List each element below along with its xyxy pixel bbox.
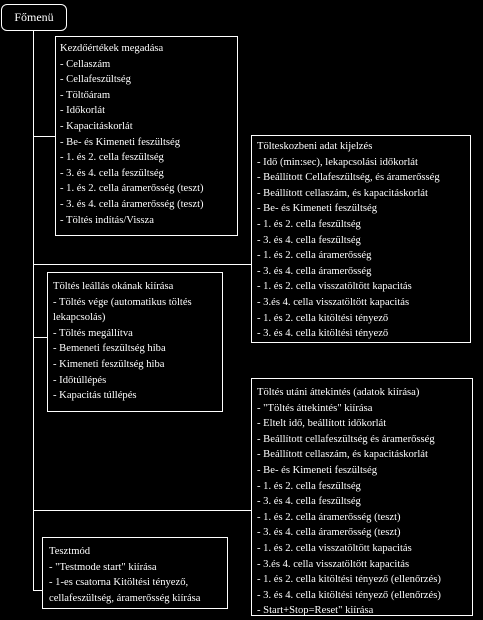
list-item: - "Töltés áttekintés" kiírása — [257, 402, 373, 414]
connector-init — [33, 136, 55, 137]
list-item: - 1-es csatorna Kitöltési tényező, — [49, 577, 189, 589]
list-item: - Start+Stop=Reset" kiírása — [257, 605, 374, 616]
box-during-charge-title: Tölteskozbeni adat kijelzés — [257, 141, 373, 152]
list-item: - Kapacitás túllépés — [53, 390, 137, 402]
list-item: - Kimeneti feszültség hiba — [53, 358, 165, 370]
trunk-line — [33, 31, 34, 591]
box-stop-reason-title: Töltés leállás okának kiírása — [53, 281, 174, 292]
list-item: - 3. és 4. cella áramerősség (teszt) — [60, 198, 204, 210]
box-during-charge — [251, 135, 471, 343]
list-item: - Töltés indítás/Vissza — [60, 214, 154, 226]
connector-stop — [33, 337, 47, 338]
root-node-fomenu: Főmenü — [1, 4, 67, 31]
list-item: - 1. és 2. cella áramerősség — [257, 250, 372, 262]
connector-during — [33, 264, 251, 265]
list-item: - 1. és 2. cella kitöltési tényező (ellenőrzés) — [257, 574, 441, 586]
list-item: - Be- és Kimeneti feszültség — [257, 203, 378, 215]
list-item: - 1. és 2. cella feszültség — [257, 218, 361, 230]
list-item: - Időtúllépés — [53, 374, 107, 386]
box-test-mode-title: Tesztmód — [49, 546, 91, 557]
box-test-mode — [42, 537, 228, 609]
list-item: - "Testmode start" kiírása — [49, 561, 157, 573]
list-item: - 1. és 2. cella feszültség — [257, 480, 361, 492]
list-item: - 3. és 4. cella áramerősség (teszt) — [257, 527, 401, 539]
box-initial-values — [55, 36, 238, 236]
list-item: - Eltelt idő, beállított időkorlát — [257, 418, 387, 430]
list-item: - Be- és Kimeneti feszültség — [60, 136, 181, 148]
list-item: - 3. és 4. cella feszültség — [60, 167, 164, 179]
list-item: lekapcsolás) — [53, 312, 106, 324]
connector-after — [33, 510, 251, 511]
list-item: - Bemeneti feszültség hiba — [53, 343, 166, 355]
list-item: - 3. és 4. cella feszültség — [257, 234, 361, 246]
list-item: - Cellafeszültség — [60, 74, 131, 86]
list-item: - Időkorlát — [60, 105, 106, 117]
list-item: - 3.és 4. cella visszatöltött kapacitás — [257, 558, 410, 570]
list-item: - 3. és 4. cella kitöltési tényező — [257, 328, 389, 340]
box-after-charge-title: Töltés utáni áttekintés (adatok kiírása) — [257, 387, 420, 398]
list-item: cellafeszültség, áramerősség kiírása — [49, 592, 201, 604]
list-item: - 3. és 4. cella áramerősség — [257, 265, 372, 277]
list-item: - Beállított Cellafeszültség, és áramerősség — [257, 172, 440, 184]
connector-test — [33, 590, 42, 591]
box-after-charge — [251, 378, 473, 616]
list-item: - 3.és 4. cella visszatöltött kapacitás — [257, 296, 410, 308]
box-stop-reason — [47, 272, 223, 412]
box-initial-values-title: Kezdőértékek megadása — [60, 43, 164, 54]
list-item: - Töltőáram — [60, 89, 111, 101]
list-item: - 1. és 2. cella áramerősség (teszt) — [257, 511, 401, 523]
list-item: - 1. és 2. cella kitöltési tényező — [257, 312, 389, 324]
list-item: - Beállított cellafeszültség és áramerősség — [257, 433, 435, 445]
list-item: - Kapacitáskorlát — [60, 120, 133, 132]
list-item: - Beállított cellaszám, és kapacitáskorlát — [257, 449, 428, 461]
list-item: - 3. és 4. cella feszültség — [257, 496, 361, 508]
list-item: - Töltés vége (automatikus töltés — [53, 296, 192, 308]
list-item: - Töltés megállítva — [53, 327, 133, 339]
list-item: - Idő (min:sec), lekapcsolási időkorlát — [257, 156, 418, 168]
list-item: - Be- és Kimeneti feszültség — [257, 464, 378, 476]
list-item: - 1. és 2. cella visszatöltött kapacitás — [257, 542, 412, 554]
list-item: - 1. és 2. cella áramerősség (teszt) — [60, 183, 204, 195]
list-item: - 1. és 2. cella visszatöltött kapacitás — [257, 281, 412, 293]
list-item: - Beállított cellaszám, és kapacitáskorlát — [257, 187, 428, 199]
list-item: - 1. és 2. cella feszültség — [60, 152, 164, 164]
list-item: - Cellaszám — [60, 58, 111, 70]
list-item: - 3. és 4. cella kitöltési tényező (ellenőrzés) — [257, 589, 441, 601]
